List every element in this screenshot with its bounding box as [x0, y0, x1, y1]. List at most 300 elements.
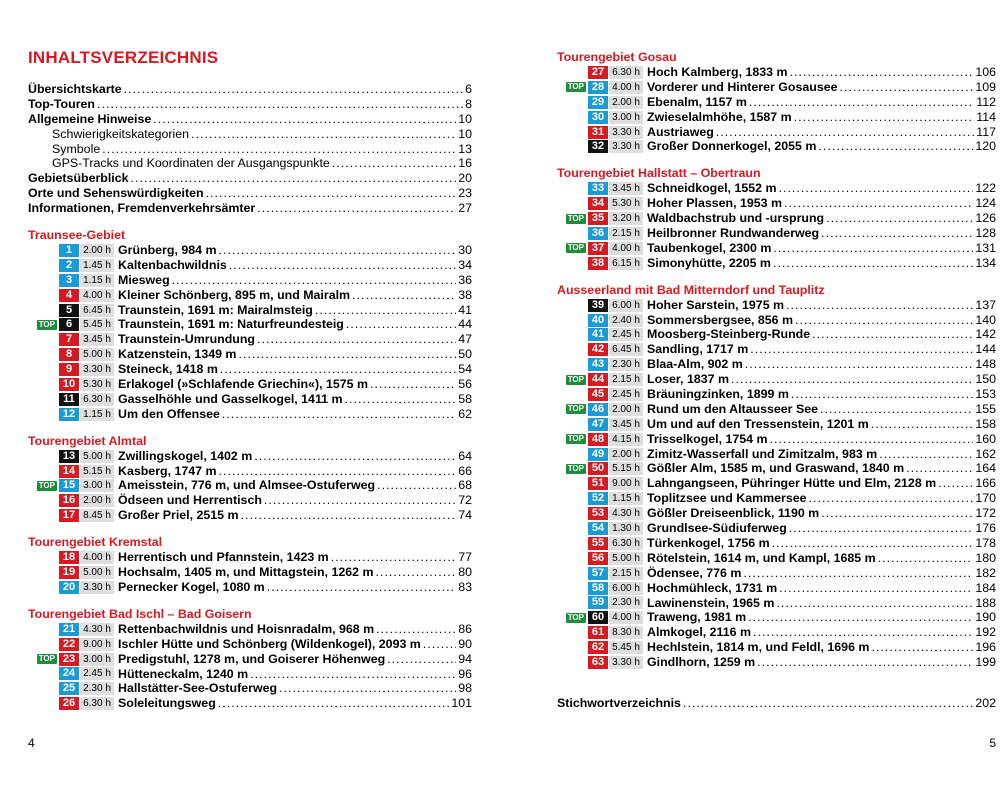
- tour-duration: 3.30 h: [80, 581, 114, 594]
- tour-number: 44: [588, 373, 608, 386]
- toc-entry-label: Informationen, Fremdenverkehrsämter: [28, 201, 256, 216]
- tour-number: 58: [588, 582, 608, 595]
- tour-number: 22: [59, 638, 79, 651]
- tour-number: 29: [588, 96, 608, 109]
- tour-entry[interactable]: [28, 622, 472, 637]
- tour-page: 199: [975, 655, 996, 670]
- tour-entry[interactable]: [28, 273, 472, 288]
- toc-entry[interactable]: [28, 142, 472, 157]
- leader-dots: [789, 521, 974, 536]
- tour-duration: 4.00 h: [609, 242, 643, 255]
- leader-dots: [315, 303, 456, 318]
- tour-entry[interactable]: [557, 95, 996, 110]
- tour-page: 86: [458, 621, 472, 636]
- tour-number: 6: [59, 318, 79, 331]
- tour-name: Waldbachstrub und -ursprung: [647, 211, 825, 226]
- leader-dots: [267, 580, 456, 595]
- top-tour-badge: TOP: [567, 82, 584, 92]
- tour-name: Erlakogel (»Schlafende Griechin«), 1575 m: [118, 377, 368, 392]
- tour-page: 112: [976, 94, 996, 109]
- tour-page: 184: [975, 580, 996, 595]
- tour-entry[interactable]: [557, 342, 996, 357]
- leader-dots: [743, 566, 973, 581]
- tour-number: 11: [59, 393, 79, 406]
- tour-entry[interactable]: [557, 596, 996, 611]
- tour-entry[interactable]: [28, 652, 472, 667]
- leader-dots: [753, 625, 973, 640]
- top-tour-badge: TOP: [567, 213, 584, 223]
- leader-dots: [241, 508, 457, 523]
- tour-duration: 3.00 h: [609, 111, 643, 124]
- tour-duration: 4.00 h: [609, 81, 643, 94]
- tour-entry[interactable]: [557, 387, 996, 402]
- tour-duration: 3.30 h: [609, 656, 643, 669]
- tour-entry[interactable]: [557, 80, 996, 95]
- tour-duration: 6.00 h: [609, 299, 643, 312]
- tour-duration: 5.00 h: [80, 566, 114, 579]
- tour-page: 178: [975, 535, 996, 550]
- index-label: Stichwortverzeichnis: [557, 695, 681, 710]
- toc-entry[interactable]: [28, 186, 472, 201]
- tour-entry[interactable]: [557, 313, 996, 328]
- tour-name: Heilbronner Rundwanderweg: [647, 226, 820, 241]
- tour-page: 74: [458, 508, 472, 523]
- tour-entry[interactable]: [28, 347, 472, 362]
- tour-page: 182: [975, 565, 996, 580]
- tour-duration: 3.30 h: [609, 140, 643, 153]
- top-tour-badge: TOP: [567, 434, 584, 444]
- leader-dots: [786, 298, 973, 313]
- tour-page: 170: [975, 491, 996, 506]
- tour-entry[interactable]: [557, 125, 996, 140]
- tour-entry[interactable]: [28, 478, 472, 493]
- tour-name: Miesweg: [118, 272, 170, 287]
- tour-page: 72: [458, 493, 472, 508]
- toc-entry[interactable]: [28, 201, 472, 216]
- leader-dots: [346, 317, 456, 332]
- tour-name: Trisselkogel, 1754 m: [647, 431, 768, 446]
- tour-page: 120: [975, 139, 996, 154]
- tour-page: 155: [975, 401, 996, 416]
- tour-duration: 4.15 h: [609, 433, 643, 446]
- tour-name: Gindlhorn, 1259 m: [647, 655, 756, 670]
- tour-entry[interactable]: [28, 696, 472, 711]
- tour-entry[interactable]: [557, 327, 996, 342]
- toc-entry[interactable]: [28, 156, 472, 171]
- tour-entry[interactable]: [557, 581, 996, 596]
- tour-duration: 2.00 h: [609, 448, 643, 461]
- tour-page: 77: [458, 550, 472, 565]
- tour-name: Kleiner Schönberg, 895 m, und Mairalm: [118, 287, 351, 302]
- tour-entry[interactable]: [557, 566, 996, 581]
- tour-number: 32: [588, 140, 608, 153]
- tour-number: 12: [59, 408, 79, 421]
- top-slot: [557, 214, 588, 224]
- tour-number: 59: [588, 596, 608, 609]
- tour-number: 47: [588, 418, 608, 431]
- tour-number: 55: [588, 537, 608, 550]
- tour-name: Rettenbachwildnis und Hoisnradalm, 968 m: [118, 621, 375, 636]
- toc-entry[interactable]: [28, 82, 472, 97]
- tour-number: 21: [59, 623, 79, 636]
- tour-name: Großer Donnerkogel, 2055 m: [647, 139, 817, 154]
- tour-entry[interactable]: [557, 551, 996, 566]
- tour-page: 50: [458, 347, 472, 362]
- tour-name: Hütteneckalm, 1240 m: [118, 666, 249, 681]
- leader-dots: [376, 622, 456, 637]
- tour-entry[interactable]: [557, 357, 996, 372]
- tour-name: Hallstätter-See-Ostuferweg: [118, 681, 278, 696]
- leader-dots: [795, 313, 973, 328]
- tour-entry[interactable]: [557, 506, 996, 521]
- toc-entry-page: 10: [458, 111, 472, 126]
- tour-name: Großer Priel, 2515 m: [118, 508, 239, 523]
- tour-entry[interactable]: [557, 476, 996, 491]
- tour-entry[interactable]: [28, 464, 472, 479]
- section-title: Ausseerland mit Bad Mitterndorf und Tauplitz: [557, 282, 825, 297]
- tour-entry[interactable]: [28, 550, 472, 565]
- tour-name: Hoher Plassen, 1953 m: [647, 196, 782, 211]
- tour-name: Katzenstein, 1349 m: [118, 347, 237, 362]
- tour-duration: 4.00 h: [80, 289, 114, 302]
- tour-number: 1: [59, 244, 79, 257]
- leader-dots: [131, 171, 457, 186]
- tour-duration: 5.15 h: [609, 462, 643, 475]
- tour-name: Schneidkogel, 1552 m: [647, 181, 777, 196]
- leader-dots: [172, 273, 457, 288]
- front-matter-list: [28, 82, 472, 216]
- tour-duration: 2.00 h: [80, 244, 114, 257]
- leader-dots: [748, 610, 973, 625]
- tour-name: Gößler Alm, 1585 m, und Graswand, 1840 m: [647, 461, 905, 476]
- tour-duration: 5.00 h: [609, 552, 643, 565]
- tour-name: Zimitz-Wasserfall und Zimitzalm, 983 m: [647, 446, 878, 461]
- tour-name: Vorderer und Hinterer Gosausee: [647, 79, 838, 94]
- leader-dots: [818, 139, 973, 154]
- tour-entry[interactable]: [557, 625, 996, 640]
- leader-dots: [871, 417, 974, 432]
- tour-page: 160: [975, 431, 996, 446]
- tour-duration: 2.00 h: [609, 403, 643, 416]
- tour-duration: 6.45 h: [609, 343, 643, 356]
- tour-entry[interactable]: [28, 407, 472, 422]
- tour-name: Rötelstein, 1614 m, und Kampl, 1685 m: [647, 550, 876, 565]
- tour-page: 164: [975, 461, 996, 476]
- toc-entry-page: 27: [458, 201, 472, 216]
- leader-dots: [750, 342, 973, 357]
- leader-dots: [153, 112, 456, 127]
- tour-duration: 6.45 h: [80, 304, 114, 317]
- tour-name: Hoher Sarstein, 1975 m: [647, 297, 785, 312]
- tour-duration: 2.30 h: [609, 358, 643, 371]
- leader-dots: [254, 449, 456, 464]
- toc-entry-label: Schwierigkeitskategorien: [52, 126, 190, 141]
- tour-number: 43: [588, 358, 608, 371]
- top-tour-badge: TOP: [38, 654, 55, 664]
- leader-dots: [784, 196, 973, 211]
- tour-page: 98: [458, 681, 472, 696]
- tour-page: 134: [975, 255, 996, 270]
- tour-entry[interactable]: [28, 493, 472, 508]
- tour-entry[interactable]: [557, 65, 996, 80]
- tour-name: Gasselhöhle und Gasselkogel, 1411 m: [118, 391, 343, 406]
- tour-name: Sandling, 1717 m: [647, 342, 749, 357]
- tour-name: Hechlstein, 1814 m, und Feldl, 1696 m: [647, 640, 870, 655]
- section-title: Tourengebiet Kremstal: [28, 535, 163, 550]
- tour-entry[interactable]: [557, 402, 996, 417]
- tour-entry[interactable]: [557, 610, 996, 625]
- tour-name: Traunstein-Umrundung: [118, 332, 255, 347]
- tour-entry[interactable]: [557, 110, 996, 125]
- leader-dots: [124, 82, 463, 97]
- leader-dots: [840, 80, 974, 95]
- tour-entry[interactable]: [557, 298, 996, 313]
- leader-dots: [878, 551, 974, 566]
- tour-entry[interactable]: [557, 521, 996, 536]
- leader-dots: [757, 655, 973, 670]
- tour-duration: 6.30 h: [609, 537, 643, 550]
- tour-entry[interactable]: [557, 181, 996, 196]
- tour-duration: 8.30 h: [609, 626, 643, 639]
- tour-number: 56: [588, 552, 608, 565]
- tour-page: 96: [458, 666, 472, 681]
- tour-number: 4: [59, 289, 79, 302]
- tour-number: 63: [588, 656, 608, 669]
- tour-number: 24: [59, 667, 79, 680]
- tour-duration: 9.00 h: [609, 477, 643, 490]
- tour-entry[interactable]: [557, 196, 996, 211]
- top-tour-badge: TOP: [567, 404, 584, 414]
- tour-duration: 5.45 h: [609, 641, 643, 654]
- tour-page: 196: [975, 640, 996, 655]
- toc-entry-label: Allgemeine Hinweise: [28, 111, 152, 126]
- tour-entry[interactable]: [28, 681, 472, 696]
- tour-duration: 5.45 h: [80, 318, 114, 331]
- leader-dots: [219, 464, 457, 479]
- tour-entry[interactable]: [557, 491, 996, 506]
- tour-name: Traweng, 1981 m: [647, 610, 747, 625]
- tour-page: 94: [458, 651, 472, 666]
- toc-entry[interactable]: [28, 127, 472, 142]
- tour-page: 158: [975, 416, 996, 431]
- toc-entry[interactable]: [28, 171, 472, 186]
- tour-name: Almkogel, 2116 m: [647, 625, 751, 640]
- tour-duration: 6.30 h: [80, 393, 114, 406]
- leader-dots: [745, 357, 974, 372]
- tour-page: 142: [975, 327, 996, 342]
- tour-name: Lawinenstein, 1965 m: [647, 595, 775, 610]
- tour-number: 16: [59, 494, 79, 507]
- tour-page: 124: [975, 196, 996, 211]
- tour-page: 144: [975, 342, 996, 357]
- tour-page: 38: [458, 287, 472, 302]
- tour-entry[interactable]: [557, 417, 996, 432]
- leader-dots: [220, 362, 456, 377]
- top-slot: [557, 404, 588, 414]
- tour-entry[interactable]: [28, 332, 472, 347]
- leader-dots: [749, 95, 974, 110]
- tour-name: Traunstein, 1691 m: Mairalmsteig: [118, 302, 313, 317]
- tour-number: 30: [588, 111, 608, 124]
- tour-number: 49: [588, 448, 608, 461]
- toc-entry-label: GPS-Tracks und Koordinaten der Ausgangspunkte: [52, 156, 330, 171]
- toc-entry[interactable]: [28, 112, 472, 127]
- tour-number: 15: [59, 479, 79, 492]
- tour-name: Hoch Kalmberg, 1833 m: [647, 65, 788, 79]
- tour-page: 162: [975, 446, 996, 461]
- tour-number: 61: [588, 626, 608, 639]
- tour-entry[interactable]: [557, 372, 996, 387]
- tour-entry[interactable]: [28, 303, 472, 318]
- tour-page: 126: [975, 211, 996, 226]
- leader-dots: [97, 97, 463, 112]
- toc-entry-page: 20: [458, 171, 472, 186]
- tour-page: 180: [975, 550, 996, 565]
- leader-dots: [731, 372, 973, 387]
- tour-entry[interactable]: [557, 640, 996, 655]
- toc-entry-page: 13: [458, 141, 472, 156]
- tour-entry[interactable]: [28, 508, 472, 523]
- leader-dots: [812, 327, 973, 342]
- tour-entry[interactable]: [28, 667, 472, 682]
- tour-name: Simonyhütte, 2205 m: [647, 255, 771, 270]
- tour-duration: 5.15 h: [80, 465, 114, 478]
- tour-duration: 2.45 h: [80, 667, 114, 680]
- tour-entry[interactable]: [557, 226, 996, 241]
- tour-page: 44: [458, 317, 472, 332]
- tour-number: 51: [588, 477, 608, 490]
- leader-dots: [352, 288, 456, 303]
- leader-dots: [375, 565, 456, 580]
- tour-duration: 3.20 h: [609, 212, 643, 225]
- tour-duration: 4.00 h: [609, 611, 643, 624]
- tour-entry[interactable]: [557, 256, 996, 271]
- tour-page: 192: [975, 625, 996, 640]
- toc-entry-page: 6: [465, 82, 472, 96]
- tour-number: 41: [588, 328, 608, 341]
- leader-dots: [345, 392, 457, 407]
- right-sections: [557, 50, 996, 670]
- tour-page: 166: [975, 476, 996, 491]
- tour-number: 2: [59, 259, 79, 272]
- tour-page: 117: [976, 124, 996, 139]
- tour-name: Hochsalm, 1405 m, und Mittagstein, 1262 m: [118, 565, 374, 580]
- tour-entry[interactable]: [28, 258, 472, 273]
- tour-name: Austriaweg: [647, 124, 714, 139]
- tour-name: Ebenalm, 1157 m: [647, 94, 747, 109]
- tour-entry[interactable]: [557, 461, 996, 476]
- tour-name: Kasberg, 1747 m: [118, 463, 217, 478]
- tour-name: Grünberg, 984 m: [118, 243, 217, 258]
- tour-entry[interactable]: [28, 317, 472, 332]
- tour-entry[interactable]: [28, 565, 472, 580]
- tour-number: 8: [59, 348, 79, 361]
- tour-entry[interactable]: [28, 637, 472, 652]
- page-number-right: 5: [989, 736, 996, 750]
- top-slot: [557, 613, 588, 623]
- leader-dots: [772, 536, 974, 551]
- tour-entry[interactable]: [28, 288, 472, 303]
- toc-entry[interactable]: [28, 97, 472, 112]
- tour-duration: 3.45 h: [80, 333, 114, 346]
- tour-duration: 2.45 h: [609, 388, 643, 401]
- leader-dots: [906, 461, 973, 476]
- tour-page: 101: [451, 696, 472, 711]
- tour-entry[interactable]: [28, 392, 472, 407]
- tour-entry[interactable]: [557, 241, 996, 256]
- tour-page: 150: [975, 372, 996, 387]
- tour-number: 48: [588, 433, 608, 446]
- tour-number: 35: [588, 212, 608, 225]
- tour-number: 14: [59, 465, 79, 478]
- tour-name: Lahngangseen, Pühringer Hütte und Elm, 2128 m: [647, 476, 937, 491]
- tour-page: 128: [975, 226, 996, 241]
- tour-number: 18: [59, 551, 79, 564]
- top-slot: [557, 375, 588, 385]
- left-sections: [28, 228, 472, 711]
- tour-number: 5: [59, 304, 79, 317]
- leader-dots: [778, 181, 973, 196]
- top-slot: [557, 243, 588, 253]
- tour-number: 34: [588, 197, 608, 210]
- top-tour-badge: TOP: [38, 319, 55, 329]
- leader-dots: [773, 241, 973, 256]
- leader-dots: [332, 156, 456, 171]
- top-slot: [28, 481, 59, 491]
- toc-entry-label: Orte und Sehenswürdigkeiten: [28, 186, 204, 201]
- tour-page: 80: [458, 565, 472, 580]
- tour-name: Türkenkogel, 1756 m: [647, 535, 770, 550]
- tour-entry[interactable]: [28, 580, 472, 595]
- tour-entry[interactable]: [557, 655, 996, 670]
- tour-number: 45: [588, 388, 608, 401]
- tour-name: Predigstuhl, 1278 m, und Goiserer Höhenweg: [118, 651, 386, 666]
- tour-page: 131: [975, 240, 996, 255]
- tour-name: Soleleitungsweg: [118, 696, 216, 711]
- tour-entry[interactable]: [557, 211, 996, 226]
- tour-duration: 2.30 h: [609, 596, 643, 609]
- leader-dots: [238, 347, 456, 362]
- section-title: Tourengebiet Almtal: [28, 433, 147, 448]
- tour-entry[interactable]: [557, 139, 996, 154]
- top-tour-badge: TOP: [567, 612, 584, 622]
- tour-number: 20: [59, 581, 79, 594]
- tour-duration: 5.00 h: [80, 348, 114, 361]
- index-entry[interactable]: [557, 696, 996, 711]
- tour-name: Steineck, 1418 m: [118, 362, 218, 377]
- leader-dots: [826, 211, 973, 226]
- leader-dots: [779, 581, 973, 596]
- tour-entry[interactable]: [28, 243, 472, 258]
- tour-entry[interactable]: [557, 447, 996, 462]
- tour-page: 140: [975, 312, 996, 327]
- top-slot: [28, 654, 59, 664]
- tour-name: Herrentisch und Pfannstein, 1423 m: [118, 550, 329, 565]
- tour-page: 30: [458, 243, 472, 258]
- tour-entry[interactable]: [28, 362, 472, 377]
- tour-entry[interactable]: [28, 449, 472, 464]
- tour-page: 68: [458, 478, 472, 493]
- leader-dots: [821, 506, 973, 521]
- tour-duration: 3.30 h: [609, 126, 643, 139]
- tour-entry[interactable]: [557, 536, 996, 551]
- tour-page: 148: [975, 357, 996, 372]
- tour-number: 50: [588, 462, 608, 475]
- tour-page: 172: [975, 506, 996, 521]
- tour-name: Gößler Dreiseenblick, 1190 m: [647, 506, 820, 521]
- tour-entry[interactable]: [557, 432, 996, 447]
- tour-entry[interactable]: [28, 377, 472, 392]
